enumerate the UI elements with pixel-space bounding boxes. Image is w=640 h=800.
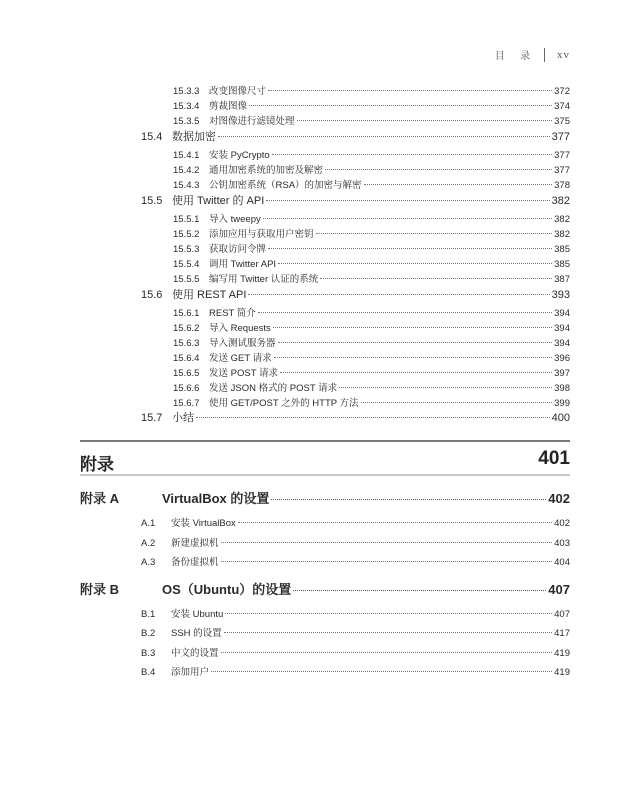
toc-entry[interactable] — [141, 606, 570, 621]
toc-entry[interactable] — [173, 211, 570, 226]
toc-entry[interactable] — [173, 320, 570, 335]
entry-number: 15.6.5 — [173, 368, 200, 379]
entry-number: 15.6.3 — [173, 338, 200, 349]
entry-title: 发送 JSON 格式的 POST 请求 — [209, 383, 338, 394]
entry-title: 小结 — [172, 412, 194, 424]
entry-number: A.1 — [141, 518, 156, 529]
entry-number: 15.4.1 — [173, 150, 200, 161]
entry-page: 387 — [554, 274, 570, 285]
entry-number: 15.4.2 — [173, 165, 200, 176]
entry-number: 15.4.3 — [173, 180, 200, 191]
dot-leader — [238, 522, 552, 523]
entry-page: 377 — [554, 165, 570, 176]
entry-page: 419 — [554, 667, 570, 678]
appendix-rule-bottom — [80, 474, 570, 476]
entry-title: 使用 GET/POST 之外的 HTTP 方法 — [209, 398, 359, 409]
toc-entry[interactable] — [141, 409, 570, 426]
appendix-rule-top — [80, 440, 570, 442]
dot-leader — [248, 294, 549, 295]
header-divider — [544, 48, 545, 62]
running-header — [495, 47, 570, 62]
toc-entry[interactable] — [173, 350, 570, 365]
dot-leader — [320, 278, 552, 279]
entry-page: 375 — [554, 116, 570, 127]
entry-page: 417 — [554, 628, 570, 639]
entry-title: 使用 REST API — [172, 289, 247, 301]
toc-entry[interactable] — [141, 128, 570, 145]
toc-entry[interactable] — [173, 271, 570, 286]
entry-page: 394 — [554, 323, 570, 334]
toc-entry[interactable] — [80, 488, 570, 508]
toc-entry[interactable] — [173, 113, 570, 128]
toc-entry[interactable] — [173, 395, 570, 410]
dot-leader — [278, 342, 553, 343]
entry-title: 导入 tweepy — [209, 214, 261, 225]
entry-number: 附录 B — [80, 582, 120, 597]
entry-page: 404 — [554, 557, 570, 568]
toc-entry[interactable] — [173, 241, 570, 256]
entry-number: B.2 — [141, 628, 156, 639]
toc-entry[interactable] — [141, 515, 570, 530]
toc-entry[interactable] — [173, 83, 570, 98]
dot-leader — [274, 357, 553, 358]
entry-number: B.4 — [141, 667, 156, 678]
entry-page: 394 — [554, 308, 570, 319]
entry-number: 15.5.3 — [173, 244, 200, 255]
toc-entry[interactable] — [141, 192, 570, 209]
toc-entry[interactable] — [173, 256, 570, 271]
entry-number: 15.3.3 — [173, 86, 200, 97]
entry-title: 备份虚拟机 — [171, 557, 219, 568]
toc-entry[interactable] — [80, 579, 570, 599]
entry-page: 402 — [548, 491, 570, 506]
entry-title: 获取访问令牌 — [209, 244, 267, 255]
dot-leader — [280, 372, 552, 373]
toc-entry[interactable] — [141, 625, 570, 640]
dot-leader — [339, 387, 552, 388]
entry-number: 15.3.4 — [173, 101, 200, 112]
entry-number: B.3 — [141, 648, 156, 659]
entry-title: 中文的设置 — [171, 648, 219, 659]
entry-title: 使用 Twitter 的 API — [172, 195, 265, 207]
dot-leader — [221, 561, 553, 562]
entry-page: 399 — [554, 398, 570, 409]
appendix-heading: 附录 — [80, 455, 114, 474]
dot-leader — [278, 263, 552, 264]
entry-title: 安装 VirtualBox — [171, 518, 236, 529]
dot-leader — [268, 90, 552, 91]
entry-page: 407 — [548, 582, 570, 597]
entry-number: 15.4 — [141, 131, 163, 143]
entry-title: 数据加密 — [172, 131, 216, 143]
entry-number: B.1 — [141, 609, 156, 620]
toc-entry[interactable] — [173, 177, 570, 192]
entry-number: 15.5.4 — [173, 259, 200, 270]
entry-number: 15.5.1 — [173, 214, 200, 225]
entry-page: 402 — [554, 518, 570, 529]
entry-page: 377 — [551, 131, 570, 143]
toc-entry[interactable] — [173, 98, 570, 113]
toc-entry[interactable] — [141, 664, 570, 679]
entry-number: A.3 — [141, 557, 156, 568]
toc-entry[interactable] — [173, 335, 570, 350]
entry-page: 385 — [554, 244, 570, 255]
toc-entry[interactable] — [173, 147, 570, 162]
entry-page: 419 — [554, 648, 570, 659]
dot-leader — [293, 590, 546, 591]
toc-entry[interactable] — [173, 162, 570, 177]
toc-entry[interactable] — [141, 645, 570, 660]
dot-leader — [211, 671, 552, 672]
entry-title: 对图像进行滤镜处理 — [209, 116, 295, 127]
entry-title: 改变图像尺寸 — [209, 86, 267, 97]
entry-title: 编写用 Twitter 认证的系统 — [209, 274, 319, 285]
entry-title: 发送 POST 请求 — [209, 368, 278, 379]
toc-entry[interactable] — [141, 554, 570, 569]
toc-entry[interactable] — [173, 226, 570, 241]
entry-page: 382 — [551, 195, 570, 207]
entry-title: 新建虚拟机 — [171, 538, 219, 549]
entry-number: 15.3.5 — [173, 116, 200, 127]
entry-number: 15.7 — [141, 412, 163, 424]
entry-page: 372 — [554, 86, 570, 97]
entry-number: 附录 A — [80, 491, 120, 506]
entry-number: 15.5.2 — [173, 229, 200, 240]
entry-title: 添加应用与获取用户密钥 — [209, 229, 314, 240]
header-page-number: xv — [557, 48, 570, 61]
entry-page: 398 — [554, 383, 570, 394]
dot-leader — [272, 154, 552, 155]
dot-leader — [266, 200, 549, 201]
entry-title: 发送 GET 请求 — [209, 353, 272, 364]
dot-leader — [258, 312, 552, 313]
header-title: 目 录 — [494, 51, 536, 62]
entry-number: 15.6 — [141, 289, 163, 301]
entry-page: 377 — [554, 150, 570, 161]
entry-number: 15.6.1 — [173, 308, 200, 319]
entry-number: 15.6.6 — [173, 383, 200, 394]
entry-title: 导入 Requests — [209, 323, 271, 334]
entry-number: 15.6.2 — [173, 323, 200, 334]
toc-entry[interactable] — [173, 305, 570, 320]
dot-leader — [325, 169, 552, 170]
dot-leader — [221, 542, 553, 543]
toc-entry[interactable] — [173, 380, 570, 395]
entry-page: 394 — [554, 338, 570, 349]
dot-leader — [271, 499, 546, 500]
entry-number: 15.6.7 — [173, 398, 200, 409]
entry-page: 382 — [554, 214, 570, 225]
entry-page: 396 — [554, 353, 570, 364]
dot-leader — [268, 248, 552, 249]
entry-page: 382 — [554, 229, 570, 240]
entry-page: 385 — [554, 259, 570, 270]
dot-leader — [297, 120, 553, 121]
entry-page: 378 — [554, 180, 570, 191]
entry-title: 添加用户 — [171, 667, 210, 678]
dot-leader — [224, 632, 552, 633]
entry-page: 407 — [554, 609, 570, 620]
entry-title: 剪裁图像 — [209, 101, 248, 112]
dot-leader — [196, 417, 550, 418]
toc-entry[interactable] — [141, 286, 570, 303]
dot-leader — [225, 613, 552, 614]
entry-number: 15.6.4 — [173, 353, 200, 364]
entry-page: 397 — [554, 368, 570, 379]
entry-number: 15.5 — [141, 195, 163, 207]
entry-title: 安装 PyCrypto — [209, 150, 270, 161]
entry-page: 403 — [554, 538, 570, 549]
entry-page: 374 — [554, 101, 570, 112]
dot-leader — [249, 105, 552, 106]
toc-entry[interactable] — [141, 535, 570, 550]
entry-title: REST 简介 — [209, 308, 256, 319]
toc-entry[interactable] — [173, 365, 570, 380]
entry-title: 导入测试服务器 — [209, 338, 276, 349]
entry-page: 400 — [551, 412, 570, 424]
dot-leader — [364, 184, 553, 185]
entry-title: SSH 的设置 — [171, 628, 222, 639]
entry-title: VirtualBox 的设置 — [162, 491, 270, 506]
appendix-page-number: 401 — [538, 448, 570, 469]
entry-number: A.2 — [141, 538, 156, 549]
dot-leader — [361, 402, 553, 403]
dot-leader — [218, 136, 550, 137]
entry-title: 调用 Twitter API — [209, 259, 277, 270]
dot-leader — [263, 218, 552, 219]
entry-number: 15.5.5 — [173, 274, 200, 285]
entry-title: 公钥加密系统（RSA）的加密与解密 — [209, 180, 362, 191]
entry-title: OS（Ubuntu）的设置 — [162, 582, 292, 597]
entry-title: 通用加密系统的加密及解密 — [209, 165, 324, 176]
dot-leader — [221, 652, 553, 653]
entry-page: 393 — [551, 289, 570, 301]
dot-leader — [273, 327, 552, 328]
entry-title: 安装 Ubuntu — [171, 609, 224, 620]
dot-leader — [316, 233, 553, 234]
